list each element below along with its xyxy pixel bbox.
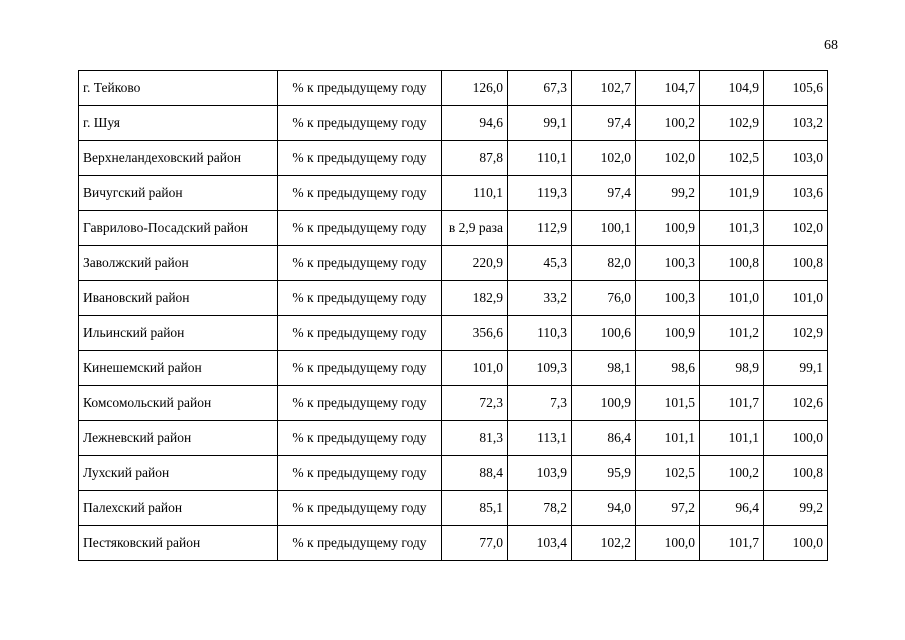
unit-cell: % к предыдущему году [278,71,442,106]
table-row [79,71,828,106]
value-cell: 100,3 [636,281,700,316]
value-cell: 102,2 [572,526,636,561]
value-cell: 101,2 [700,316,764,351]
value-cell: 100,9 [636,211,700,246]
value-cell: 97,2 [636,491,700,526]
value-cell: 102,7 [572,71,636,106]
value-cell: 45,3 [508,246,572,281]
value-cell: 100,8 [700,246,764,281]
value-cell: 98,6 [636,351,700,386]
value-cell: 99,2 [636,176,700,211]
district-name-cell: Заволжский район [79,246,278,281]
value-cell: 101,7 [700,386,764,421]
unit-cell: % к предыдущему году [278,351,442,386]
value-cell: 100,0 [636,526,700,561]
table-row [79,456,828,491]
value-cell: 101,5 [636,386,700,421]
value-cell: 102,5 [700,141,764,176]
value-cell: 102,9 [700,106,764,141]
value-cell: 100,0 [764,421,828,456]
district-name-cell: Пестяковский район [79,526,278,561]
table-row [79,386,828,421]
value-cell: 100,8 [764,246,828,281]
value-cell: 77,0 [442,526,508,561]
value-cell: 101,0 [764,281,828,316]
district-name-cell: Кинешемский район [79,351,278,386]
value-cell: 102,0 [764,211,828,246]
table-body [79,71,828,561]
district-name-cell: Комсомольский район [79,386,278,421]
value-cell: 101,0 [442,351,508,386]
value-cell: 100,6 [572,316,636,351]
value-cell: 100,3 [636,246,700,281]
value-cell: 103,0 [764,141,828,176]
value-cell: 103,9 [508,456,572,491]
district-name-cell: Палехский район [79,491,278,526]
value-cell: 102,9 [764,316,828,351]
value-cell: 220,9 [442,246,508,281]
value-cell: 99,1 [508,106,572,141]
unit-cell: % к предыдущему году [278,211,442,246]
unit-cell: % к предыдущему году [278,281,442,316]
value-cell: 102,0 [572,141,636,176]
unit-cell: % к предыдущему году [278,456,442,491]
unit-cell: % к предыдущему году [278,491,442,526]
unit-cell: % к предыдущему году [278,106,442,141]
value-cell: 101,1 [700,421,764,456]
value-cell: 94,0 [572,491,636,526]
value-cell: 100,9 [572,386,636,421]
value-cell: 99,1 [764,351,828,386]
table-row [79,421,828,456]
value-cell: 94,6 [442,106,508,141]
value-cell: 76,0 [572,281,636,316]
value-cell: 98,1 [572,351,636,386]
unit-cell: % к предыдущему году [278,526,442,561]
unit-cell: % к предыдущему году [278,421,442,456]
value-cell: 95,9 [572,456,636,491]
data-table [78,70,828,561]
value-cell: 101,9 [700,176,764,211]
value-cell: в 2,9 раза [442,211,508,246]
value-cell: 100,2 [636,106,700,141]
value-cell: 103,4 [508,526,572,561]
table-row [79,211,828,246]
value-cell: 99,2 [764,491,828,526]
page-number: 68 [824,38,838,53]
value-cell: 113,1 [508,421,572,456]
district-name-cell: Ивановский район [79,281,278,316]
district-name-cell: г. Шуя [79,106,278,141]
value-cell: 102,5 [636,456,700,491]
table-row [79,316,828,351]
unit-cell: % к предыдущему году [278,246,442,281]
value-cell: 109,3 [508,351,572,386]
value-cell: 182,9 [442,281,508,316]
value-cell: 100,1 [572,211,636,246]
table-row [79,176,828,211]
value-cell: 110,1 [442,176,508,211]
value-cell: 97,4 [572,106,636,141]
district-name-cell: Лухский район [79,456,278,491]
value-cell: 85,1 [442,491,508,526]
district-name-cell: Ильинский район [79,316,278,351]
value-cell: 86,4 [572,421,636,456]
value-cell: 104,7 [636,71,700,106]
unit-cell: % к предыдущему году [278,176,442,211]
value-cell: 82,0 [572,246,636,281]
value-cell: 101,0 [700,281,764,316]
value-cell: 110,3 [508,316,572,351]
value-cell: 105,6 [764,71,828,106]
district-name-cell: г. Тейково [79,71,278,106]
value-cell: 101,1 [636,421,700,456]
value-cell: 119,3 [508,176,572,211]
unit-cell: % к предыдущему году [278,386,442,421]
value-cell: 356,6 [442,316,508,351]
district-name-cell: Гаврилово-Посадский район [79,211,278,246]
table-row [79,141,828,176]
table-row [79,491,828,526]
unit-cell: % к предыдущему году [278,316,442,351]
district-name-cell: Лежневский район [79,421,278,456]
value-cell: 81,3 [442,421,508,456]
value-cell: 87,8 [442,141,508,176]
value-cell: 103,6 [764,176,828,211]
value-cell: 104,9 [700,71,764,106]
value-cell: 100,9 [636,316,700,351]
value-cell: 102,0 [636,141,700,176]
district-name-cell: Верхнеландеховский район [79,141,278,176]
table-row [79,246,828,281]
value-cell: 33,2 [508,281,572,316]
value-cell: 97,4 [572,176,636,211]
value-cell: 72,3 [442,386,508,421]
value-cell: 7,3 [508,386,572,421]
value-cell: 78,2 [508,491,572,526]
value-cell: 96,4 [700,491,764,526]
value-cell: 100,2 [700,456,764,491]
value-cell: 110,1 [508,141,572,176]
value-cell: 112,9 [508,211,572,246]
table-row [79,351,828,386]
table-row [79,106,828,141]
table-row [79,526,828,561]
value-cell: 101,7 [700,526,764,561]
district-name-cell: Вичугский район [79,176,278,211]
value-cell: 126,0 [442,71,508,106]
table-row [79,281,828,316]
value-cell: 67,3 [508,71,572,106]
value-cell: 102,6 [764,386,828,421]
unit-cell: % к предыдущему году [278,141,442,176]
value-cell: 100,8 [764,456,828,491]
value-cell: 101,3 [700,211,764,246]
value-cell: 88,4 [442,456,508,491]
value-cell: 103,2 [764,106,828,141]
value-cell: 100,0 [764,526,828,561]
value-cell: 98,9 [700,351,764,386]
